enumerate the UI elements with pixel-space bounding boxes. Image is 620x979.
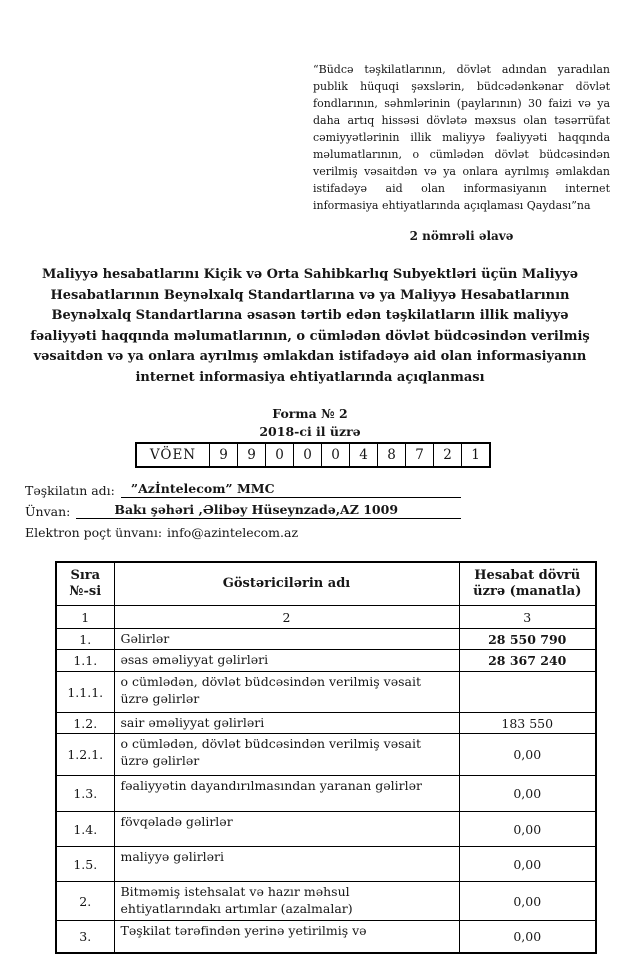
table-row bbox=[56, 847, 596, 882]
row-number-cell: 1.2. bbox=[56, 713, 114, 734]
voen-digit-cell: 1 bbox=[462, 443, 491, 467]
row-number-cell: 3. bbox=[56, 921, 114, 953]
indicator-name-cell: maliyyə gəlirləri bbox=[114, 847, 459, 882]
indicator-value-cell: 28 550 790 bbox=[459, 629, 596, 650]
table-row bbox=[56, 713, 596, 734]
voen-digit-cell: 8 bbox=[378, 443, 406, 467]
org-address-line bbox=[25, 502, 461, 519]
indicator-name-cell: o cümlədən, dövlət büdcəsindən verilmiş vəsait üzrə gəlirlər bbox=[114, 734, 459, 776]
table-row bbox=[56, 629, 596, 650]
indicator-name-cell: o cümlədən, dövlət büdcəsindən verilmiş vəsait üzrə gəlirlər bbox=[114, 672, 459, 713]
indicator-value-cell: 0,00 bbox=[459, 734, 596, 776]
form-number-label: Forma № 2 bbox=[272, 406, 348, 421]
org-email-label: Elektron poçt ünvanı: bbox=[25, 525, 163, 540]
form-year-label: 2018-ci il üzrə bbox=[259, 424, 361, 439]
indicator-value-cell: 0,00 bbox=[459, 882, 596, 921]
indicator-name-cell: sair əməliyyat gəlirləri bbox=[114, 713, 459, 734]
indicator-name-cell: fövqəladə gəlirlər bbox=[114, 812, 459, 847]
indicator-value-cell: 183 550 bbox=[459, 713, 596, 734]
report-table-body bbox=[56, 629, 596, 953]
column-number-row bbox=[56, 606, 596, 629]
table-row bbox=[56, 650, 596, 672]
org-address-label: Ünvan: bbox=[25, 504, 71, 519]
voen-label-cell: VÖEN bbox=[136, 443, 210, 467]
org-name-label: Təşkilatın adı: bbox=[25, 483, 115, 498]
org-email-value: info@azintelecom.az bbox=[167, 525, 299, 540]
column-number-1: 1 bbox=[56, 606, 114, 629]
indicator-value-cell: 0,00 bbox=[459, 921, 596, 953]
row-number-cell: 1.2.1. bbox=[56, 734, 114, 776]
table-row bbox=[56, 672, 596, 713]
row-number-cell: 1.5. bbox=[56, 847, 114, 882]
row-number-cell: 2. bbox=[56, 882, 114, 921]
voen-table bbox=[135, 442, 491, 468]
org-email-line bbox=[25, 523, 461, 540]
row-number-cell: 1.1. bbox=[56, 650, 114, 672]
voen-digit-cell: 0 bbox=[294, 443, 322, 467]
header-row-number: Sıra №-si bbox=[56, 562, 114, 606]
voen-digit-cell: 9 bbox=[210, 443, 238, 467]
indicator-name-cell: əsas əməliyyat gəlirləri bbox=[114, 650, 459, 672]
indicator-value-cell: 0,00 bbox=[459, 847, 596, 882]
voen-row bbox=[136, 443, 490, 467]
header-indicator-name: Göstəricilərin adı bbox=[114, 562, 459, 606]
table-row bbox=[56, 734, 596, 776]
voen-digit-cell: 0 bbox=[322, 443, 350, 467]
regulation-quote: “Büdcə təşkilatlarının, dövlət adından yaradılan publik hüquqi şəxslərin, büdcədənkənar dövlət fondlarının, səhmlərinin (paylarının) 30 faizi və ya daha artıq hissəsi dövlətə məxsus olan təsərrüfat cəmiyyətlərinin illik maliyyə fəaliyyəti haqqında məlumatlarının, o cümlədən dövlət büdcəsindən verilmiş vəsaitdən və ya onlara ayrılmış əmlakdan istifadəyə aid olan informasiyanın internet informasiya ehtiyatlarında açıqlaması Qaydası”na bbox=[313, 63, 610, 212]
row-number-cell: 1.1.1. bbox=[56, 672, 114, 713]
row-number-cell: 1. bbox=[56, 629, 114, 650]
document-title: Maliyyə hesabatlarını Kiçik və Orta Sahibkarlıq Subyektləri üçün Maliyyə Hesabatlarının Beynəlxalq Standartlarına və ya Maliyyə Hesabatlarının Beynəlxalq Standartlarına əsasən tərtib edən təşkilatların illik maliyyə fəaliyyəti haqqında məlumatlarının, o cümlədən dövlət büdcəsindən verilmiş vəsaitdən və ya onlara ayrılmış əmlakdan istifadəyə aid olan informasiyanın internet informasiya ehtiyatlarında açıqlanması bbox=[30, 267, 590, 385]
voen-digit-cell: 0 bbox=[266, 443, 294, 467]
voen-digit-cell: 4 bbox=[350, 443, 378, 467]
organization-info bbox=[25, 481, 461, 544]
voen-digit-cell: 7 bbox=[406, 443, 434, 467]
row-number-cell: 1.4. bbox=[56, 812, 114, 847]
attachment-number-label: 2 nömrəli əlavə bbox=[409, 229, 514, 243]
row-number-cell: 1.3. bbox=[56, 776, 114, 812]
table-row bbox=[56, 882, 596, 921]
org-name-value: ”Azİntelecom” MMC bbox=[121, 481, 461, 498]
indicator-value-cell: 0,00 bbox=[459, 812, 596, 847]
table-row bbox=[56, 776, 596, 812]
voen-digit-cell: 2 bbox=[434, 443, 462, 467]
column-number-2: 2 bbox=[114, 606, 459, 629]
indicator-name-cell: Gəlirlər bbox=[114, 629, 459, 650]
report-table-header-row bbox=[56, 562, 596, 606]
org-address-value: Bakı şəhəri ,Əlibəy Hüseynzadə,AZ 1009 bbox=[76, 502, 461, 519]
table-row bbox=[56, 921, 596, 953]
indicator-value-cell: 28 367 240 bbox=[459, 650, 596, 672]
column-number-3: 3 bbox=[459, 606, 596, 629]
indicator-name-cell: Təşkilat tərəfindən yerinə yetirilmiş və bbox=[114, 921, 459, 953]
indicator-value-cell bbox=[459, 672, 596, 713]
indicator-name-cell: Bitməmiş istehsalat və hazır məhsul ehtiyatlarındakı artımlar (azalmalar) bbox=[114, 882, 459, 921]
report-table bbox=[55, 561, 597, 954]
table-row bbox=[56, 812, 596, 847]
indicator-value-cell: 0,00 bbox=[459, 776, 596, 812]
indicator-name-cell: fəaliyyətin dayandırılmasından yaranan gəlirlər bbox=[114, 776, 459, 812]
header-report-period: Hesabat dövrü üzrə (manatla) bbox=[459, 562, 596, 606]
org-name-line bbox=[25, 481, 461, 498]
voen-digit-cell: 9 bbox=[238, 443, 266, 467]
